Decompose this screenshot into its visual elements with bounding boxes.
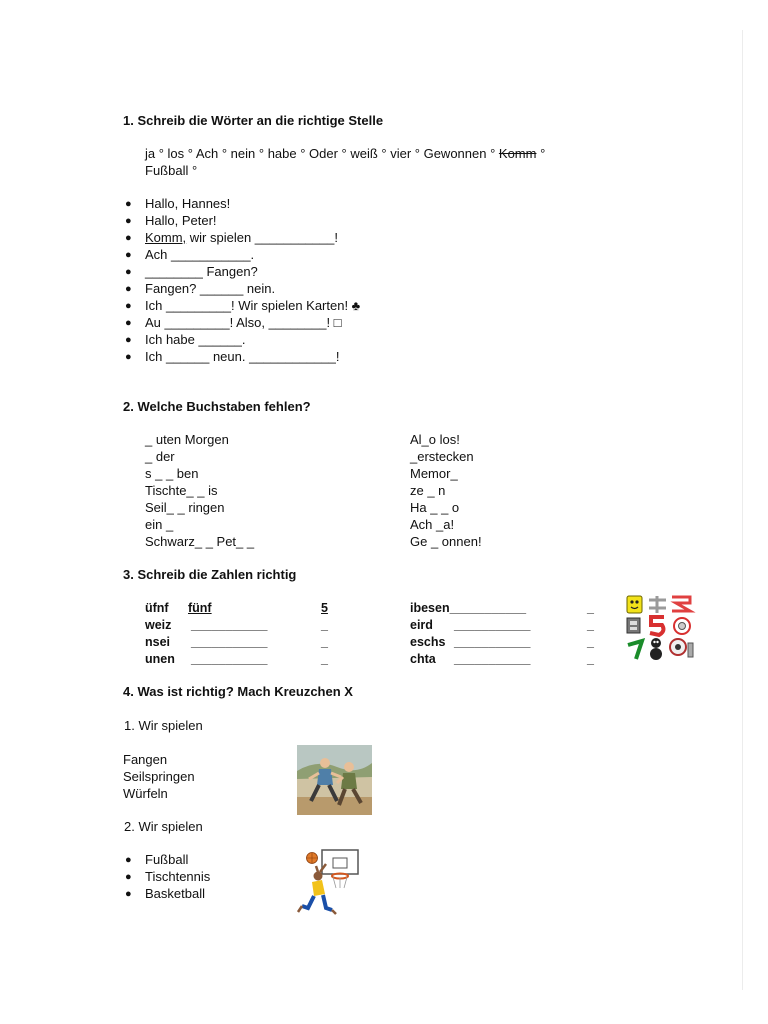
missing-letters-right-3: Memor_ (410, 466, 458, 481)
answer-blank-2: ___________ (191, 618, 268, 632)
word-bank-line1-a: ja ° los ° Ach ° nein ° habe ° Oder ° weiß ° vier ° Gewonnen ° (145, 146, 499, 161)
missing-letters-right-6: Ach _a! (410, 517, 455, 532)
missing-letters-right-4: ze _ n (410, 483, 446, 498)
missing-letters-right-5: Ha _ _ o (410, 500, 460, 515)
missing-letters-left-3: s _ _ ben (145, 466, 199, 481)
dialog-line-3 (145, 230, 338, 245)
q2-option-3: Basketball (145, 886, 205, 901)
missing-letters-right-7: Ge _ onnen! (410, 534, 482, 549)
bullet: ● (125, 317, 132, 329)
number-blank-8: _ (587, 652, 594, 666)
dialog-line-6: Fangen? ______ nein. (145, 281, 276, 296)
bullet: ● (125, 266, 132, 278)
number-blank-4: _ (321, 652, 328, 666)
q1-option-1: Fangen (123, 752, 168, 767)
answer-1: fünf (188, 601, 212, 615)
bullet: ● (125, 351, 132, 363)
scrambled-word-5 (410, 601, 526, 615)
bullet: ● (125, 283, 132, 295)
page-edge (742, 30, 743, 990)
section-2-title: 2. Welche Buchstaben fehlen? (123, 399, 311, 414)
q1-option-2: Seilspringen (123, 769, 195, 784)
word-bank (145, 146, 545, 161)
section-3-title: 3. Schreib die Zahlen richtig (123, 567, 297, 582)
number-blank-3: _ (321, 635, 328, 649)
dialog-line-1: Hallo, Hannes! (145, 196, 231, 211)
question-2: 2. Wir spielen (124, 819, 203, 834)
scrambled-word-6: eird (410, 618, 433, 632)
word-bank-line1-b: ° (536, 146, 546, 161)
q2-option-1: Fußball (145, 852, 189, 867)
bullet: ● (125, 215, 132, 227)
scrambled-word-4: unen (145, 652, 175, 666)
dialog-line-7: Ich _________! Wir spielen Karten! ♣ (145, 298, 361, 313)
scrambled-word-1: üfnf (145, 601, 169, 615)
bullet: ● (125, 249, 132, 261)
scrambled-word-7: eschs (410, 635, 446, 649)
section-1-title: 1. Schreib die Wörter an die richtige Stelle (123, 113, 384, 128)
missing-letters-right-1: Al_o los! (410, 432, 460, 447)
bullet: ● (125, 334, 132, 346)
question-1: 1. Wir spielen (124, 718, 203, 733)
missing-letters-left-5: Seil_ _ ringen (145, 500, 225, 515)
bullet: ● (125, 888, 132, 900)
missing-letters-right-2: _erstecken (410, 449, 474, 464)
dialog-line-10: Ich ______ neun. ____________! (145, 349, 340, 364)
basketball-player-image (292, 846, 366, 918)
section-4-title: 4. Was ist richtig? Mach Kreuzchen X (123, 684, 353, 699)
bullet: ● (125, 300, 132, 312)
number-blank-2: _ (321, 618, 328, 632)
number-blank-6: _ (587, 618, 594, 632)
missing-letters-left-4: Tischte_ _ is (145, 483, 218, 498)
answer-blank-7: ___________ (454, 635, 531, 649)
answer-blank-4: ___________ (191, 652, 268, 666)
bullet: ● (125, 871, 132, 883)
scrambled-word-5-text: ibesen (410, 601, 450, 615)
word-bank-struck-word: Komm (498, 146, 537, 161)
scrambled-word-3: nsei (145, 635, 171, 649)
number-blank-5: _ (587, 601, 594, 615)
q1-option-3: Würfeln (123, 786, 168, 801)
bullet: ● (125, 198, 132, 210)
answer-blank-3: ___________ (191, 635, 268, 649)
answer-blank-6: ___________ (454, 618, 531, 632)
missing-letters-left-2: _ der (145, 449, 175, 464)
missing-letters-left-6: ein _ (145, 517, 174, 532)
missing-letters-left-1: _ uten Morgen (145, 432, 229, 447)
children-playing-image (297, 745, 372, 815)
q2-option-2: Tischtennis (145, 869, 211, 884)
scrambled-word-8: chta (410, 652, 436, 666)
dialog-line-8: Au _________! Also, ________! □ (145, 315, 342, 330)
bullet: ● (125, 854, 132, 866)
bullet: ● (125, 232, 132, 244)
dialog-line-9: Ich habe ______. (145, 332, 246, 347)
number-1: 5 (321, 601, 328, 615)
answer-blank-5: ___________ (449, 601, 527, 615)
number-blank-7: _ (587, 635, 594, 649)
numbers-clipart-image (624, 593, 698, 665)
missing-letters-left-7: Schwarz_ _ Pet_ _ (145, 534, 255, 549)
scrambled-word-2: weiz (145, 618, 172, 632)
dialog-line-3-rest: wir spielen ___________! (186, 230, 338, 245)
dialog-line-5: ________ Fangen? (145, 264, 258, 279)
dialog-line-4: Ach ___________. (145, 247, 255, 262)
dialog-line-2: Hallo, Peter! (145, 213, 217, 228)
answer-blank-8: ___________ (454, 652, 531, 666)
word-bank-line2: Fußball ° (145, 163, 198, 178)
dialog-line-3-underlined: Komm, (145, 230, 187, 245)
